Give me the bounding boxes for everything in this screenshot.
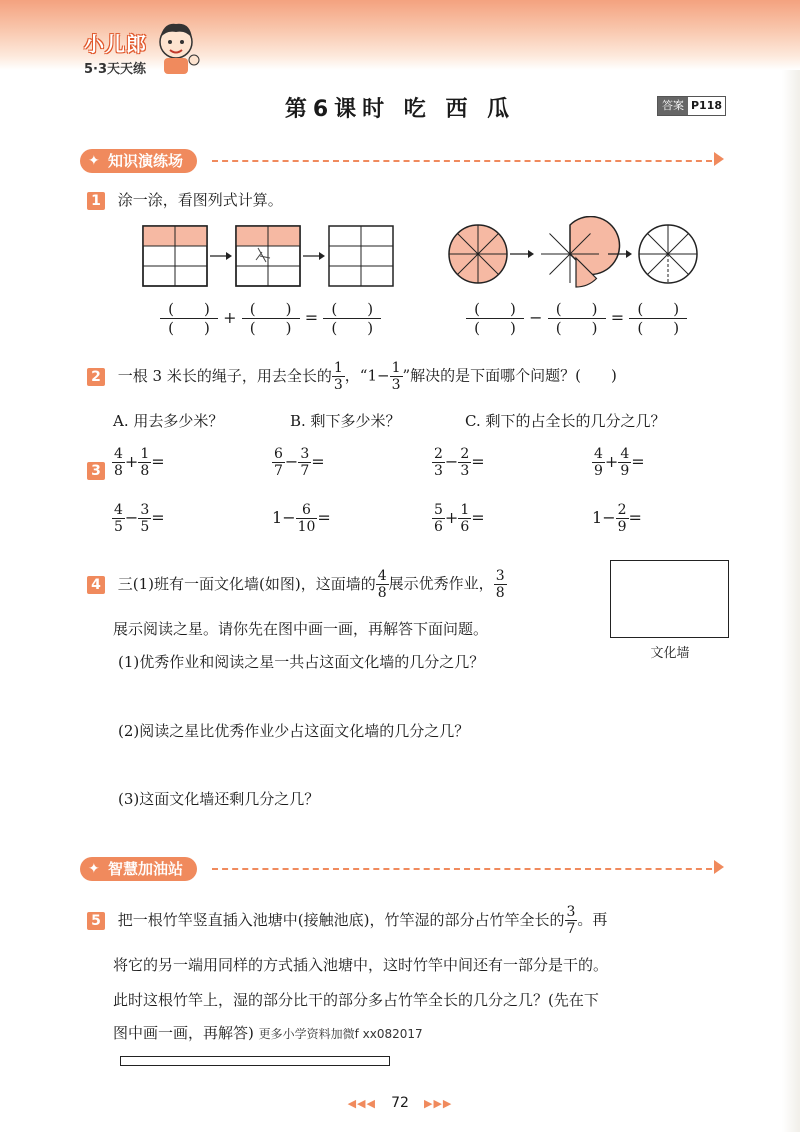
q1-prompt: 涂一涂，看图列式计算。 xyxy=(117,191,283,209)
operator: − xyxy=(124,508,139,527)
fill-fraction[interactable]: $\frac{( )}{( )}$ xyxy=(629,300,687,337)
q4-prompt-line2: 展示阅读之星。请你先在图中画一画，再解答下面问题。 xyxy=(113,620,489,638)
q1-grid-figure xyxy=(140,220,400,290)
operator: − xyxy=(602,508,616,527)
q3-expression[interactable] xyxy=(112,502,165,535)
operator: − xyxy=(282,508,296,527)
brand-title: 小儿郎 xyxy=(84,32,147,56)
fraction: $\frac{1}{3}$ xyxy=(333,360,343,393)
q5-prompt-line1 xyxy=(87,904,607,937)
minus-sign: − xyxy=(529,308,543,327)
section-challenge-title: 智慧加油站 xyxy=(108,860,184,878)
q5-text-a: 把一根竹竿竖直插入池塘中(接触池底)，竹竿湿的部分占竹竿全长的 xyxy=(117,910,565,929)
fraction: $\frac{3}{5}$ xyxy=(140,502,150,535)
q2-text-b: ，“1− xyxy=(344,366,390,385)
equals-sign: = xyxy=(151,508,165,527)
next-arrows-icon: ▶▶▶ xyxy=(424,1097,453,1110)
grid-shaded-a xyxy=(143,226,207,286)
fraction: $\frac{4}{8}$ xyxy=(114,446,123,479)
culture-wall-caption: 文化墙 xyxy=(650,646,690,661)
answer-page: P118 xyxy=(691,99,723,112)
q2-prompt-line xyxy=(87,360,617,393)
operator: + xyxy=(444,508,459,527)
equals-sign: = xyxy=(610,308,625,327)
fraction: $\frac{1}{3}$ xyxy=(391,360,401,393)
fraction: $\frac{2}{3}$ xyxy=(460,446,470,479)
equals-sign: = xyxy=(151,452,165,471)
operator: + xyxy=(124,452,139,471)
page-footer xyxy=(0,1092,800,1111)
q1-equation-left xyxy=(160,300,381,337)
section-practice xyxy=(80,149,730,173)
question-number: 2 xyxy=(87,368,105,386)
operator: − xyxy=(444,452,459,471)
dashed-divider xyxy=(212,160,712,162)
q5-prompt-line3: 此时这根竹竿上，湿的部分比干的部分多占竹竿全长的几分之几？(先在下 xyxy=(113,991,599,1009)
question-number: 4 xyxy=(87,576,105,594)
q2-option-c[interactable]: C. 剩下的占全长的几分之几？ xyxy=(465,412,666,430)
question-number: 1 xyxy=(87,192,105,210)
section-challenge xyxy=(80,857,730,881)
culture-wall-box[interactable] xyxy=(610,560,729,638)
q2-option-b[interactable]: B. 剩下多少米？ xyxy=(290,412,401,430)
q5-text-line4: 图中画一画，再解答) xyxy=(113,1024,254,1042)
q5-prompt-line2: 将它的另一端用同样的方式插入池塘中，这时竹竿中间还有一部分是干的。 xyxy=(113,956,609,974)
fraction: $\frac{2}{9}$ xyxy=(617,502,627,535)
q3-expression[interactable] xyxy=(272,446,325,479)
operator: − xyxy=(284,452,299,471)
q5-note: 更多小学资料加微f xx082017 xyxy=(258,1027,423,1041)
q4-sub3: (3)这面文化墙还剩几分之几？ xyxy=(118,790,320,808)
operator: + xyxy=(604,452,619,471)
fraction: $\frac{6}{7}$ xyxy=(274,446,283,479)
q3-expression[interactable] xyxy=(432,446,485,479)
circle-blank xyxy=(639,225,697,283)
arrow-right-icon xyxy=(714,152,724,166)
fraction: $\frac{5}{6}$ xyxy=(434,502,443,535)
q3-expression[interactable] xyxy=(272,502,331,535)
circle-shaded-full xyxy=(449,225,507,283)
fraction: $\frac{2}{3}$ xyxy=(434,446,443,479)
fraction: $\frac{4}{8}$ xyxy=(377,568,387,601)
fill-fraction[interactable]: $\frac{( )}{( )}$ xyxy=(160,300,218,337)
fill-fraction[interactable]: $\frac{( )}{( )}$ xyxy=(548,300,606,337)
prev-arrows-icon: ◀◀◀ xyxy=(347,1097,376,1110)
fill-fraction[interactable]: $\frac{( )}{( )}$ xyxy=(242,300,300,337)
q4-sub2: (2)阅读之星比优秀作业少占这面文化墙的几分之几？ xyxy=(118,722,470,740)
section-badge-icon: ✦ xyxy=(88,861,100,877)
section-challenge-pill xyxy=(80,857,197,881)
fill-fraction[interactable]: $\frac{( )}{( )}$ xyxy=(466,300,524,337)
grid-shaded-b xyxy=(236,226,300,286)
arrow-right-icon xyxy=(714,860,724,874)
equals-sign: = xyxy=(471,452,485,471)
q3-number-wrap xyxy=(87,460,105,480)
fraction: $\frac{4}{5}$ xyxy=(114,502,123,535)
question-number: 5 xyxy=(87,912,105,930)
q5-text-b: 。再 xyxy=(577,910,608,929)
fraction: $\frac{4}{9}$ xyxy=(594,446,603,479)
equals-sign: = xyxy=(311,452,325,471)
dashed-divider xyxy=(212,868,712,870)
q3-expression[interactable] xyxy=(592,446,645,479)
q4-prompt-line1 xyxy=(87,568,507,601)
whole-number: 1 xyxy=(272,508,283,527)
bamboo-pole-bar[interactable] xyxy=(120,1056,390,1066)
q1-prompt-line xyxy=(87,190,283,210)
fraction: $\frac{3}{8}$ xyxy=(495,568,505,601)
q1-equation-right xyxy=(466,300,687,337)
section-badge-icon: ✦ xyxy=(88,153,100,169)
q5-prompt-line4 xyxy=(113,1023,423,1044)
equals-sign: = xyxy=(304,308,319,327)
brand-subtitle: 5·3天天练 xyxy=(84,62,147,77)
question-number: 3 xyxy=(87,462,105,480)
q3-expression[interactable] xyxy=(592,502,642,535)
equals-sign: = xyxy=(628,508,642,527)
equals-sign: = xyxy=(631,452,645,471)
page-edge xyxy=(782,0,800,1132)
fraction: $\frac{3}{7}$ xyxy=(300,446,310,479)
fraction: $\frac{6}{10}$ xyxy=(297,502,316,535)
fraction: $\frac{1}{8}$ xyxy=(140,446,150,479)
answer-reference xyxy=(657,96,726,116)
circle-with-slice-removed xyxy=(541,217,620,288)
equals-sign: = xyxy=(471,508,485,527)
q3-expression[interactable] xyxy=(112,446,165,479)
plus-sign: + xyxy=(223,308,237,327)
whole-number: 1 xyxy=(592,508,603,527)
q2-text-a: 一根 3 米长的绳子，用去全长的 xyxy=(117,366,332,385)
section-practice-title: 知识演练场 xyxy=(108,152,184,170)
fraction: $\frac{1}{6}$ xyxy=(460,502,470,535)
q1-circle-figure xyxy=(446,216,706,292)
q3-expression[interactable] xyxy=(432,502,485,535)
page-number: 72 xyxy=(391,1095,409,1111)
equals-sign: = xyxy=(317,508,331,527)
answer-label: 答案 xyxy=(658,97,688,115)
mascot-icon xyxy=(150,20,202,76)
fraction: $\frac{3}{7}$ xyxy=(566,904,576,937)
q2-option-a[interactable]: A. 用去多少米？ xyxy=(113,412,224,430)
section-practice-pill xyxy=(80,149,197,173)
q4-text-a: 三(1)班有一面文化墙(如图)，这面墙的 xyxy=(117,574,376,593)
q3-calculation-grid xyxy=(112,446,672,546)
fraction: $\frac{4}{9}$ xyxy=(620,446,630,479)
lesson-title: 第6课时 吃 西 瓜 xyxy=(284,97,516,122)
grid-blank xyxy=(329,226,393,286)
q4-sub1: (1)优秀作业和阅读之星一共占这面文化墙的几分之几？ xyxy=(118,653,485,671)
q2-text-c[interactable]: ”解决的是下面哪个问题？( ) xyxy=(402,366,617,385)
q4-text-b: 展示优秀作业， xyxy=(388,574,494,593)
fill-fraction[interactable]: $\frac{( )}{( )}$ xyxy=(323,300,381,337)
